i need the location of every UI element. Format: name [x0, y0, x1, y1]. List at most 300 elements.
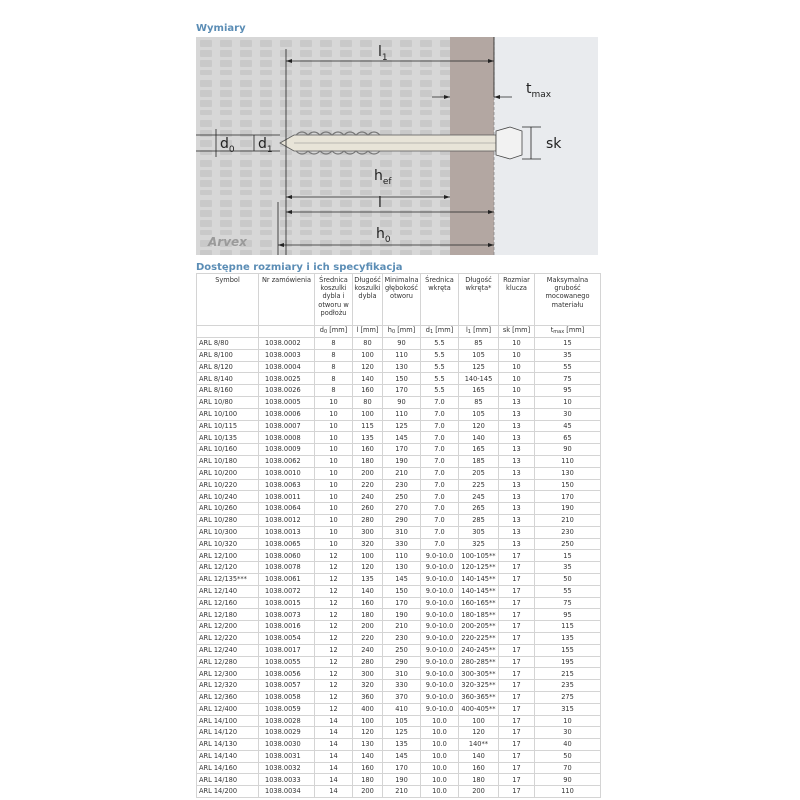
unit-cell: $t_{max}$ [mm]: [535, 326, 601, 338]
table-cell: 90: [535, 774, 601, 786]
unit-cell: [259, 326, 315, 338]
table-cell: 360: [353, 691, 383, 703]
table-cell: 17: [499, 703, 535, 715]
table-cell: 165: [459, 444, 499, 456]
table-cell: 14: [315, 762, 353, 774]
table-cell: 240: [353, 644, 383, 656]
table-cell: ARL 12/140: [197, 585, 259, 597]
section-title-specs: Dostępne rozmiary i ich specyfikacja: [196, 262, 403, 273]
table-row: [197, 609, 601, 621]
table-row: [197, 526, 601, 538]
table-cell: ARL 14/180: [197, 774, 259, 786]
table-cell: 230: [383, 632, 421, 644]
table-cell: 13: [499, 526, 535, 538]
table-cell: 13: [499, 491, 535, 503]
table-cell: ARL 8/140: [197, 373, 259, 385]
table-cell: 10: [499, 349, 535, 361]
table-cell: 15: [535, 550, 601, 562]
table-cell: 17: [499, 656, 535, 668]
label-tmax: $t_{max}$: [526, 81, 552, 100]
table-cell: 35: [535, 562, 601, 574]
table-cell: 5.5: [421, 385, 459, 397]
table-cell: 160: [353, 385, 383, 397]
table-cell: 225: [459, 479, 499, 491]
table-cell: ARL 12/280: [197, 656, 259, 668]
column-header: Średnica wkręta: [421, 274, 459, 326]
table-cell: 5.5: [421, 349, 459, 361]
section-title-dimensions: Wymiary: [196, 23, 246, 34]
unit-cell: $d_1$ [mm]: [421, 326, 459, 338]
table-cell: 7.0: [421, 408, 459, 420]
table-row: [197, 420, 601, 432]
table-row: [197, 432, 601, 444]
table-row: [197, 750, 601, 762]
unit-cell: [197, 326, 259, 338]
table-cell: 185: [459, 455, 499, 467]
table-cell: 205: [459, 467, 499, 479]
table-cell: 190: [383, 455, 421, 467]
table-cell: 310: [383, 668, 421, 680]
table-cell: 85: [459, 396, 499, 408]
table-cell: 215: [535, 668, 601, 680]
table-row: [197, 373, 601, 385]
table-cell: 13: [499, 396, 535, 408]
column-header: Symbol: [197, 274, 259, 326]
table-row: [197, 385, 601, 397]
table-cell: 50: [535, 573, 601, 585]
table-cell: ARL 10/220: [197, 479, 259, 491]
table-cell: 12: [315, 621, 353, 633]
table-cell: 170: [383, 762, 421, 774]
table-cell: 1038.0016: [259, 621, 315, 633]
table-cell: 180: [353, 774, 383, 786]
table-cell: ARL 12/200: [197, 621, 259, 633]
table-cell: 7.0: [421, 420, 459, 432]
table-cell: 130: [535, 467, 601, 479]
table-cell: 220: [353, 632, 383, 644]
table-cell: 140: [353, 750, 383, 762]
table-cell: 140: [459, 750, 499, 762]
table-cell: 80: [353, 396, 383, 408]
label-l1: $l_1$: [378, 44, 388, 63]
table-cell: 370: [383, 691, 421, 703]
table-cell: 75: [535, 597, 601, 609]
table-cell: 8: [315, 385, 353, 397]
table-cell: ARL 10/80: [197, 396, 259, 408]
table-cell: 7.0: [421, 479, 459, 491]
table-row: [197, 680, 601, 692]
table-cell: 280: [353, 514, 383, 526]
table-cell: 9.0-10.0: [421, 585, 459, 597]
table-cell: 160: [353, 444, 383, 456]
table-cell: 10: [315, 526, 353, 538]
table-cell: 195: [535, 656, 601, 668]
unit-cell: l [mm]: [353, 326, 383, 338]
table-cell: ARL 12/300: [197, 668, 259, 680]
table-cell: 210: [535, 514, 601, 526]
table-row: [197, 479, 601, 491]
table-cell: 10.0: [421, 762, 459, 774]
table-cell: 1038.0029: [259, 727, 315, 739]
table-cell: 12: [315, 550, 353, 562]
table-cell: 10: [315, 467, 353, 479]
table-row: [197, 538, 601, 550]
table-row: [197, 644, 601, 656]
table-cell: 7.0: [421, 514, 459, 526]
table-row: [197, 550, 601, 562]
table-cell: 210: [383, 467, 421, 479]
table-cell: 7.0: [421, 444, 459, 456]
table-cell: 95: [535, 385, 601, 397]
table-cell: 12: [315, 703, 353, 715]
table-cell: 8: [315, 373, 353, 385]
table-cell: 190: [535, 503, 601, 515]
table-cell: ARL 8/160: [197, 385, 259, 397]
table-cell: 5.5: [421, 338, 459, 350]
table-cell: 180-185**: [459, 609, 499, 621]
column-header: Długość koszulki dybla: [353, 274, 383, 326]
table-cell: 9.0-10.0: [421, 680, 459, 692]
table-cell: 140-145**: [459, 573, 499, 585]
table-cell: 110: [383, 408, 421, 420]
table-cell: 140-145: [459, 373, 499, 385]
table-cell: 1038.0008: [259, 432, 315, 444]
table-cell: ARL 14/120: [197, 727, 259, 739]
table-cell: 120: [459, 727, 499, 739]
table-row: [197, 573, 601, 585]
table-cell: ARL 14/160: [197, 762, 259, 774]
table-row: [197, 621, 601, 633]
table-cell: ARL 8/100: [197, 349, 259, 361]
table-cell: 7.0: [421, 526, 459, 538]
table-cell: 7.0: [421, 432, 459, 444]
table-cell: 1038.0032: [259, 762, 315, 774]
table-cell: 140-145**: [459, 585, 499, 597]
table-cell: ARL 14/100: [197, 715, 259, 727]
table-cell: 13: [499, 514, 535, 526]
table-cell: 280: [353, 656, 383, 668]
table-cell: 10.0: [421, 786, 459, 798]
table-cell: 110: [535, 455, 601, 467]
table-cell: 9.0-10.0: [421, 644, 459, 656]
table-cell: ARL 12/160: [197, 597, 259, 609]
table-cell: 135: [353, 573, 383, 585]
table-cell: ARL 10/200: [197, 467, 259, 479]
table-cell: 8: [315, 349, 353, 361]
table-cell: 13: [499, 420, 535, 432]
table-cell: 10.0: [421, 715, 459, 727]
table-cell: 1038.0034: [259, 786, 315, 798]
table-cell: 1038.0061: [259, 573, 315, 585]
table-cell: 12: [315, 597, 353, 609]
table-cell: 240: [353, 491, 383, 503]
table-cell: 1038.0073: [259, 609, 315, 621]
table-cell: 360-365**: [459, 691, 499, 703]
table-cell: 115: [353, 420, 383, 432]
table-row: [197, 597, 601, 609]
table-cell: 1038.0065: [259, 538, 315, 550]
unit-cell: sk [mm]: [499, 326, 535, 338]
table-row: [197, 585, 601, 597]
table-row: [197, 396, 601, 408]
table-cell: 125: [383, 420, 421, 432]
table-cell: 17: [499, 644, 535, 656]
table-cell: 135: [353, 432, 383, 444]
table-cell: 300: [353, 526, 383, 538]
table-cell: 1038.0058: [259, 691, 315, 703]
table-cell: ARL 10/240: [197, 491, 259, 503]
table-cell: 270: [383, 503, 421, 515]
table-cell: 145: [383, 573, 421, 585]
table-row: [197, 691, 601, 703]
table-cell: 120: [459, 420, 499, 432]
table-cell: 10.0: [421, 727, 459, 739]
table-cell: ARL 10/300: [197, 526, 259, 538]
table-cell: 1038.0056: [259, 668, 315, 680]
table-cell: 200: [353, 621, 383, 633]
table-cell: ARL 10/260: [197, 503, 259, 515]
table-cell: 12: [315, 656, 353, 668]
table-cell: 10: [315, 396, 353, 408]
table-cell: 100: [353, 715, 383, 727]
table-cell: 160-165**: [459, 597, 499, 609]
table-cell: 285: [459, 514, 499, 526]
table-cell: 14: [315, 727, 353, 739]
table-cell: 100: [353, 550, 383, 562]
table-cell: 1038.0005: [259, 396, 315, 408]
table-cell: 170: [383, 444, 421, 456]
table-cell: 150: [383, 585, 421, 597]
table-cell: 110: [535, 786, 601, 798]
table-cell: 10: [535, 396, 601, 408]
table-cell: 12: [315, 644, 353, 656]
table-row: [197, 774, 601, 786]
table-cell: 1038.0009: [259, 444, 315, 456]
table-cell: 275: [535, 691, 601, 703]
table-cell: 7.0: [421, 491, 459, 503]
table-cell: 10.0: [421, 739, 459, 751]
table-cell: 14: [315, 786, 353, 798]
table-cell: 1038.0054: [259, 632, 315, 644]
label-l: l: [378, 195, 382, 211]
table-cell: 17: [499, 668, 535, 680]
table-cell: 17: [499, 562, 535, 574]
table-cell: 17: [499, 585, 535, 597]
table-cell: ARL 12/220: [197, 632, 259, 644]
table-cell: 290: [383, 514, 421, 526]
table-cell: 10: [315, 479, 353, 491]
table-cell: ARL 12/400: [197, 703, 259, 715]
table-cell: 140: [353, 585, 383, 597]
table-cell: 260: [353, 503, 383, 515]
table-cell: 10: [315, 491, 353, 503]
table-row: [197, 338, 601, 350]
anchor-dimension-diagram: [196, 37, 598, 255]
table-cell: 1038.0057: [259, 680, 315, 692]
table-cell: 265: [459, 503, 499, 515]
table-cell: 14: [315, 750, 353, 762]
table-cell: 14: [315, 774, 353, 786]
table-cell: 1038.0072: [259, 585, 315, 597]
table-cell: 1038.0017: [259, 644, 315, 656]
table-cell: 1038.0013: [259, 526, 315, 538]
table-cell: 9.0-10.0: [421, 703, 459, 715]
table-cell: 75: [535, 373, 601, 385]
table-cell: 17: [499, 715, 535, 727]
table-row: [197, 444, 601, 456]
table-cell: 210: [383, 786, 421, 798]
table-cell: 17: [499, 727, 535, 739]
units-row: [197, 326, 601, 338]
table-cell: 17: [499, 762, 535, 774]
label-sk: sk: [546, 136, 562, 152]
table-cell: 14: [315, 739, 353, 751]
table-cell: 17: [499, 621, 535, 633]
table-cell: 17: [499, 786, 535, 798]
table-cell: 10: [499, 361, 535, 373]
table-cell: 1038.0004: [259, 361, 315, 373]
table-cell: 330: [383, 538, 421, 550]
table-cell: 120-125**: [459, 562, 499, 574]
table-row: [197, 491, 601, 503]
table-cell: 10: [499, 385, 535, 397]
table-cell: 180: [459, 774, 499, 786]
table-cell: 125: [383, 727, 421, 739]
table-cell: 1038.0062: [259, 455, 315, 467]
table-cell: ARL 10/100: [197, 408, 259, 420]
table-row: [197, 656, 601, 668]
table-cell: 190: [383, 774, 421, 786]
table-cell: 200: [459, 786, 499, 798]
table-cell: 7.0: [421, 467, 459, 479]
table-cell: 165: [459, 385, 499, 397]
table-cell: 1038.0003: [259, 349, 315, 361]
table-cell: 1038.0002: [259, 338, 315, 350]
table-cell: 290: [383, 656, 421, 668]
table-cell: 250: [383, 644, 421, 656]
table-cell: 9.0-10.0: [421, 597, 459, 609]
table-cell: 12: [315, 562, 353, 574]
table-cell: 12: [315, 668, 353, 680]
table-cell: 330: [383, 680, 421, 692]
table-row: [197, 668, 601, 680]
table-cell: 95: [535, 609, 601, 621]
table-cell: 305: [459, 526, 499, 538]
table-cell: 100: [353, 408, 383, 420]
label-d1: $d_1$: [258, 136, 273, 155]
table-cell: 13: [499, 432, 535, 444]
table-row: [197, 562, 601, 574]
table-cell: 10: [315, 503, 353, 515]
table-cell: 130: [383, 562, 421, 574]
table-cell: 250: [535, 538, 601, 550]
table-cell: 17: [499, 750, 535, 762]
table-cell: 120: [353, 562, 383, 574]
label-d0: $d_0$: [220, 136, 235, 155]
table-cell: 13: [499, 479, 535, 491]
table-cell: 140**: [459, 739, 499, 751]
table-cell: 85: [459, 338, 499, 350]
table-cell: ARL 10/160: [197, 444, 259, 456]
table-cell: 150: [383, 373, 421, 385]
table-cell: ARL 12/360: [197, 691, 259, 703]
brand-logo: Arvex: [208, 235, 247, 249]
table-cell: 220-225**: [459, 632, 499, 644]
table-cell: 130: [353, 739, 383, 751]
table-cell: 7.0: [421, 503, 459, 515]
table-cell: 105: [383, 715, 421, 727]
table-cell: 200: [353, 467, 383, 479]
table-cell: 9.0-10.0: [421, 609, 459, 621]
table-cell: 10.0: [421, 774, 459, 786]
table-cell: 40: [535, 739, 601, 751]
table-cell: 1038.0026: [259, 385, 315, 397]
table-cell: 5.5: [421, 373, 459, 385]
table-cell: 1038.0078: [259, 562, 315, 574]
table-cell: ARL 14/200: [197, 786, 259, 798]
column-header: Rozmiar klucza: [499, 274, 535, 326]
table-cell: 17: [499, 632, 535, 644]
table-cell: 320: [353, 538, 383, 550]
table-cell: 1038.0006: [259, 408, 315, 420]
table-cell: 50: [535, 750, 601, 762]
table-cell: 150: [535, 479, 601, 491]
table-cell: 200: [353, 786, 383, 798]
table-cell: 170: [535, 491, 601, 503]
table-cell: 10: [315, 408, 353, 420]
table-cell: 120: [353, 727, 383, 739]
table-cell: 8: [315, 361, 353, 373]
table-cell: 235: [535, 680, 601, 692]
table-cell: 105: [459, 408, 499, 420]
table-cell: 9.0-10.0: [421, 562, 459, 574]
table-cell: 90: [383, 338, 421, 350]
table-cell: ARL 12/180: [197, 609, 259, 621]
table-cell: 9.0-10.0: [421, 621, 459, 633]
table-cell: 17: [499, 739, 535, 751]
table-cell: 13: [499, 538, 535, 550]
table-row: [197, 408, 601, 420]
table-cell: ARL 10/115: [197, 420, 259, 432]
table-cell: ARL 8/80: [197, 338, 259, 350]
table-cell: 55: [535, 585, 601, 597]
table-cell: 15: [535, 338, 601, 350]
table-cell: 180: [353, 455, 383, 467]
table-cell: 170: [383, 385, 421, 397]
table-cell: 130: [383, 361, 421, 373]
table-cell: 13: [499, 503, 535, 515]
table-cell: 230: [535, 526, 601, 538]
table-cell: 12: [315, 573, 353, 585]
table-cell: 135: [535, 632, 601, 644]
table-cell: 9.0-10.0: [421, 691, 459, 703]
table-cell: 13: [499, 455, 535, 467]
table-cell: 125: [459, 361, 499, 373]
table-cell: 145: [383, 750, 421, 762]
table-cell: 1038.0028: [259, 715, 315, 727]
table-cell: 10: [535, 715, 601, 727]
table-cell: 17: [499, 597, 535, 609]
table-row: [197, 786, 601, 798]
table-cell: 1038.0015: [259, 597, 315, 609]
table-cell: ARL 10/320: [197, 538, 259, 550]
column-header: Długość wkręta*: [459, 274, 499, 326]
table-row: [197, 467, 601, 479]
table-cell: 410: [383, 703, 421, 715]
unit-cell: $l_1$ [mm]: [459, 326, 499, 338]
header-row: [197, 274, 601, 326]
table-cell: 9.0-10.0: [421, 550, 459, 562]
